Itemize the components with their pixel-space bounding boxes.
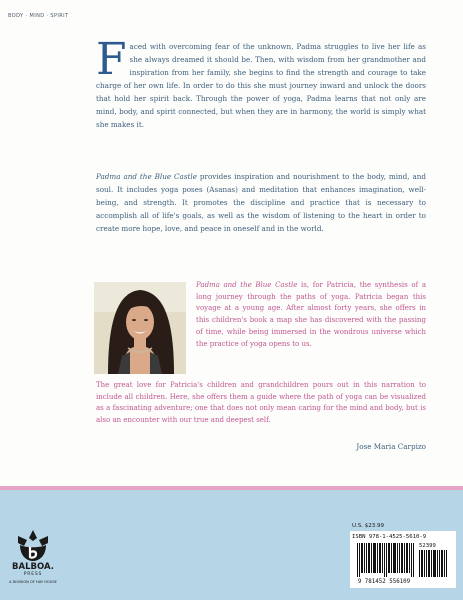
blurb-paragraph-1 — [96, 34, 426, 131]
signature: Jose Maria Carpizo — [356, 442, 426, 451]
lotus-b-logo-icon — [7, 527, 59, 563]
bio-text: is, for Patricia, the synthesis of a long journey through the paths of yoga. Patricia began this voyage at a young age. After almost forty years, she offers in this children's book a map she has discovered with the passing of time, while being immersed in the wondrous universe which the practice of yoga opens to us. — [196, 281, 426, 348]
barcode-addon-icon — [419, 550, 447, 577]
author-photo — [94, 282, 186, 374]
book-title-italic: Padma and the Blue Castle — [196, 281, 298, 289]
closing-paragraph: The great love for Patricia's children and grandchildren pours out in this narration to include all children. Here, she offers them a guide where the path of yoga can be visualized as a fascinating adventure; one that does not only mean caring for the mind and body, but is also an encounter with our true and deepest self. — [96, 381, 426, 425]
author-portrait-icon — [94, 282, 186, 374]
author-bio — [196, 280, 426, 350]
blurb-1-text: aced with overcoming fear of the unknown, Padma struggles to live her life as she always dreamed it should be. Then, with wisdom from her grandmother and inspiration from her family, she begins to find the strength and courage to take charge of her own life. In order to do this she must journey inward and unlock the doors that hold her spirit back. Through the power of yoga, Padma learns that not only are mind, body, and spirit connected, but when they are in harmony, the world is simply what she makes it. — [96, 42, 426, 129]
blurb-2-text: provides inspiration and nourishment to the body, mind, and soul. It includes yoga poses (Asanas) and meditation that enhances imagination, well-being, and strength. It promotes the discipline and practice that is necessary to accomplish all of life's goals, as well as the wisdom of listening to the heart in order to create more hope, love, and peace in oneself and in the world. — [96, 172, 426, 233]
barcode-main-icon — [357, 543, 415, 577]
barcode-addon-digits: 52399 — [419, 543, 436, 549]
book-title-italic: Padma and the Blue Castle — [96, 172, 197, 181]
publisher-division: A DIVISION OF HAY HOUSE — [9, 580, 57, 584]
price-label: U.S. $23.99 — [352, 523, 385, 529]
publisher-imprint: PRESS — [23, 572, 43, 577]
blurb-paragraph-2 — [96, 170, 426, 235]
publisher-name: BALBOA. — [12, 562, 54, 572]
isbn-label: ISBN 978-1-4525-5610-9 — [352, 534, 427, 540]
barcode-digits: 9 781452 556109 — [357, 579, 411, 585]
genre-label: BODY · MIND · SPIRIT — [8, 13, 69, 19]
publisher-logo — [7, 527, 59, 591]
drop-cap: F — [96, 34, 127, 85]
